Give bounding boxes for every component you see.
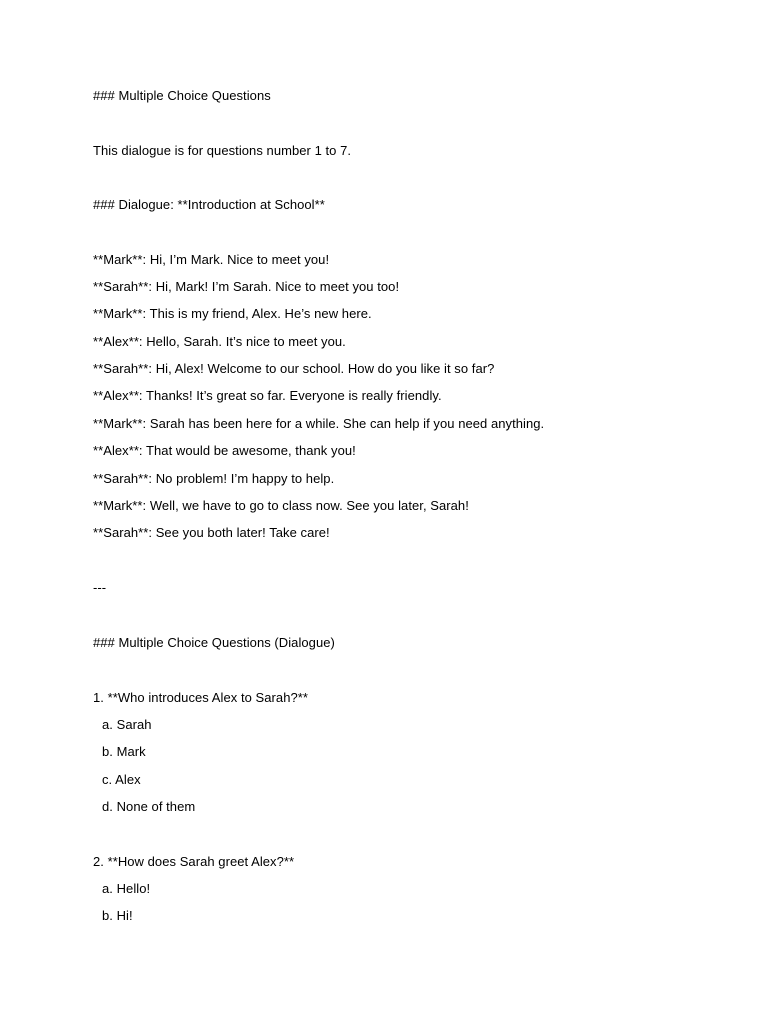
- dialogue-line: **Sarah**: No problem! I’m happy to help.: [93, 471, 335, 486]
- dialogue-line: **Alex**: Hello, Sarah. It’s nice to meet you.: [93, 334, 346, 349]
- dialogue-line: **Mark**: Well, we have to go to class now. See you later, Sarah!: [93, 498, 469, 513]
- section-heading: ### Multiple Choice Questions: [93, 88, 271, 103]
- question-text: 1. **Who introduces Alex to Sarah?**: [93, 690, 308, 705]
- dialogue-line: **Alex**: Thanks! It’s great so far. Everyone is really friendly.: [93, 388, 442, 403]
- answer-option: b. Hi!: [102, 908, 133, 923]
- dialogue-heading: ### Dialogue: **Introduction at School**: [93, 197, 325, 212]
- question-text: 2. **How does Sarah greet Alex?**: [93, 854, 295, 869]
- answer-option: a. Sarah: [102, 717, 152, 732]
- questions-heading: ### Multiple Choice Questions (Dialogue): [93, 635, 335, 650]
- answer-option: b. Mark: [102, 744, 146, 759]
- answer-option: a. Hello!: [102, 881, 151, 896]
- dialogue-line: **Mark**: This is my friend, Alex. He’s new here.: [93, 306, 372, 321]
- intro-text: This dialogue is for questions number 1 to 7.: [93, 143, 352, 158]
- dialogue-line: **Mark**: Hi, I’m Mark. Nice to meet you!: [93, 252, 330, 267]
- dialogue-line: **Sarah**: Hi, Mark! I’m Sarah. Nice to meet you too!: [93, 279, 400, 294]
- dialogue-line: **Sarah**: See you both later! Take care!: [93, 525, 330, 540]
- dialogue-line: **Sarah**: Hi, Alex! Welcome to our school. How do you like it so far?: [93, 361, 495, 376]
- separator: ---: [93, 580, 107, 595]
- dialogue-line: **Mark**: Sarah has been here for a while. She can help if you need anything.: [93, 416, 545, 431]
- answer-option: d. None of them: [102, 799, 196, 814]
- answer-option: c. Alex: [102, 772, 141, 787]
- dialogue-line: **Alex**: That would be awesome, thank you!: [93, 443, 356, 458]
